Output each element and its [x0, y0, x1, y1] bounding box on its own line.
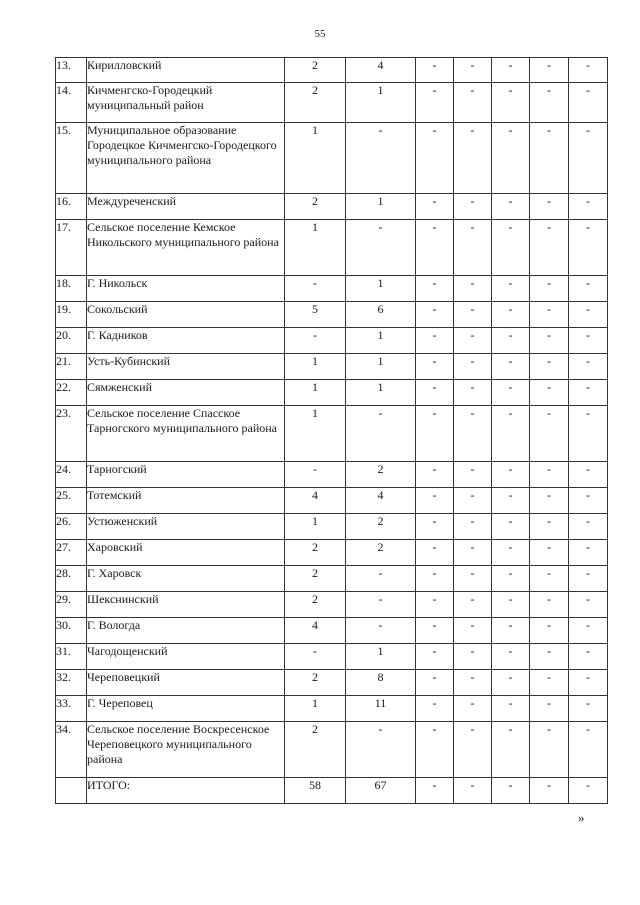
dash-cell: -: [416, 276, 454, 302]
district-name-cell: ИТОГО:: [87, 778, 285, 804]
value-1-cell: -: [285, 644, 346, 670]
district-name-cell: Усть-Кубинский: [87, 354, 285, 380]
district-name-cell: Сямженский: [87, 380, 285, 406]
dash-cell: -: [492, 488, 530, 514]
value-1-cell: 2: [285, 194, 346, 220]
row-number-cell: 27.: [56, 540, 87, 566]
district-name-cell: Сокольский: [87, 302, 285, 328]
dash-cell: -: [569, 194, 608, 220]
value-2-cell: -: [346, 123, 416, 194]
dash-cell: -: [530, 276, 569, 302]
row-number-cell: 29.: [56, 592, 87, 618]
dash-cell: -: [569, 220, 608, 276]
dash-cell: -: [569, 380, 608, 406]
value-1-cell: 1: [285, 123, 346, 194]
dash-cell: -: [492, 354, 530, 380]
table-row: [56, 328, 608, 354]
dash-cell: -: [416, 488, 454, 514]
dash-cell: -: [454, 123, 492, 194]
dash-cell: -: [416, 566, 454, 592]
row-number-cell: 26.: [56, 514, 87, 540]
district-name-cell: Шекснинский: [87, 592, 285, 618]
dash-cell: -: [530, 592, 569, 618]
dash-cell: -: [569, 670, 608, 696]
dash-cell: -: [416, 778, 454, 804]
value-2-cell: 4: [346, 58, 416, 83]
dash-cell: -: [454, 514, 492, 540]
dash-cell: -: [492, 83, 530, 123]
districts-table: [55, 57, 608, 804]
dash-cell: -: [454, 540, 492, 566]
dash-cell: -: [530, 670, 569, 696]
value-2-cell: -: [346, 566, 416, 592]
table-row: [56, 778, 608, 804]
value-2-cell: 1: [346, 83, 416, 123]
dash-cell: -: [530, 354, 569, 380]
value-1-cell: -: [285, 462, 346, 488]
row-number-cell: 33.: [56, 696, 87, 722]
dash-cell: -: [569, 566, 608, 592]
value-2-cell: -: [346, 592, 416, 618]
dash-cell: -: [530, 488, 569, 514]
dash-cell: -: [454, 83, 492, 123]
dash-cell: -: [492, 592, 530, 618]
value-2-cell: 1: [346, 276, 416, 302]
dash-cell: -: [530, 514, 569, 540]
dash-cell: -: [530, 644, 569, 670]
dash-cell: -: [416, 406, 454, 462]
dash-cell: -: [492, 380, 530, 406]
value-1-cell: 2: [285, 83, 346, 123]
dash-cell: -: [416, 194, 454, 220]
row-number-cell: 21.: [56, 354, 87, 380]
dash-cell: -: [454, 696, 492, 722]
dash-cell: -: [416, 123, 454, 194]
dash-cell: -: [530, 83, 569, 123]
table-row: [56, 220, 608, 276]
closing-quote: »: [578, 810, 585, 825]
dash-cell: -: [454, 354, 492, 380]
dash-cell: -: [416, 302, 454, 328]
dash-cell: -: [492, 696, 530, 722]
dash-cell: -: [454, 380, 492, 406]
district-name-cell: Чагодощенский: [87, 644, 285, 670]
dash-cell: -: [569, 58, 608, 83]
table-row: [56, 566, 608, 592]
dash-cell: -: [569, 276, 608, 302]
dash-cell: -: [454, 462, 492, 488]
table-row: [56, 644, 608, 670]
value-2-cell: 1: [346, 644, 416, 670]
value-1-cell: -: [285, 276, 346, 302]
district-name-cell: Сельское поселение Воскресенское Череповецкого муниципального района: [87, 722, 285, 778]
value-1-cell: 4: [285, 488, 346, 514]
value-1-cell: 2: [285, 58, 346, 83]
table-row: [56, 302, 608, 328]
value-1-cell: 58: [285, 778, 346, 804]
district-name-cell: Сельское поселение Спасское Тарногского муниципального района: [87, 406, 285, 462]
row-number-cell: 34.: [56, 722, 87, 778]
dash-cell: -: [416, 514, 454, 540]
dash-cell: -: [569, 514, 608, 540]
dash-cell: -: [454, 778, 492, 804]
dash-cell: -: [492, 194, 530, 220]
dash-cell: -: [454, 58, 492, 83]
value-1-cell: 1: [285, 406, 346, 462]
value-2-cell: 8: [346, 670, 416, 696]
dash-cell: -: [492, 514, 530, 540]
table-row: [56, 670, 608, 696]
table-row: [56, 276, 608, 302]
dash-cell: -: [492, 220, 530, 276]
dash-cell: -: [569, 302, 608, 328]
dash-cell: -: [454, 194, 492, 220]
dash-cell: -: [454, 722, 492, 778]
row-number-cell: 14.: [56, 83, 87, 123]
table-row: [56, 540, 608, 566]
value-1-cell: 1: [285, 696, 346, 722]
dash-cell: -: [569, 83, 608, 123]
row-number-cell: 16.: [56, 194, 87, 220]
dash-cell: -: [416, 462, 454, 488]
dash-cell: -: [454, 220, 492, 276]
dash-cell: -: [416, 722, 454, 778]
row-number-cell: 28.: [56, 566, 87, 592]
table-row: [56, 83, 608, 123]
value-1-cell: 2: [285, 670, 346, 696]
value-1-cell: 1: [285, 380, 346, 406]
dash-cell: -: [416, 328, 454, 354]
district-name-cell: Харовский: [87, 540, 285, 566]
value-1-cell: 1: [285, 514, 346, 540]
district-name-cell: Устюженский: [87, 514, 285, 540]
district-name-cell: Междуреченский: [87, 194, 285, 220]
dash-cell: -: [569, 540, 608, 566]
dash-cell: -: [416, 58, 454, 83]
value-2-cell: 6: [346, 302, 416, 328]
dash-cell: -: [492, 328, 530, 354]
dash-cell: -: [492, 644, 530, 670]
value-2-cell: 1: [346, 328, 416, 354]
dash-cell: -: [416, 618, 454, 644]
table-row: [56, 592, 608, 618]
row-number-cell: 20.: [56, 328, 87, 354]
district-name-cell: Тарногский: [87, 462, 285, 488]
dash-cell: -: [569, 354, 608, 380]
row-number-cell: [56, 778, 87, 804]
dash-cell: -: [530, 220, 569, 276]
dash-cell: -: [492, 58, 530, 83]
value-2-cell: -: [346, 722, 416, 778]
value-2-cell: 67: [346, 778, 416, 804]
dash-cell: -: [569, 462, 608, 488]
dash-cell: -: [492, 302, 530, 328]
dash-cell: -: [530, 618, 569, 644]
dash-cell: -: [492, 540, 530, 566]
row-number-cell: 25.: [56, 488, 87, 514]
row-number-cell: 32.: [56, 670, 87, 696]
table-row: [56, 406, 608, 462]
value-1-cell: 4: [285, 618, 346, 644]
dash-cell: -: [416, 220, 454, 276]
value-1-cell: 1: [285, 354, 346, 380]
dash-cell: -: [530, 566, 569, 592]
dash-cell: -: [569, 406, 608, 462]
dash-cell: -: [454, 276, 492, 302]
value-2-cell: -: [346, 406, 416, 462]
dash-cell: -: [569, 123, 608, 194]
dash-cell: -: [530, 328, 569, 354]
value-2-cell: 2: [346, 540, 416, 566]
district-name-cell: Череповецкий: [87, 670, 285, 696]
dash-cell: -: [569, 618, 608, 644]
table-row: [56, 194, 608, 220]
dash-cell: -: [530, 462, 569, 488]
dash-cell: -: [530, 778, 569, 804]
dash-cell: -: [416, 354, 454, 380]
dash-cell: -: [454, 618, 492, 644]
row-number-cell: 24.: [56, 462, 87, 488]
dash-cell: -: [454, 406, 492, 462]
dash-cell: -: [416, 540, 454, 566]
table-row: [56, 488, 608, 514]
dash-cell: -: [530, 722, 569, 778]
dash-cell: -: [492, 123, 530, 194]
value-1-cell: 1: [285, 220, 346, 276]
value-2-cell: 1: [346, 194, 416, 220]
dash-cell: -: [454, 670, 492, 696]
value-2-cell: 1: [346, 354, 416, 380]
dash-cell: -: [492, 722, 530, 778]
district-name-cell: Кирилловский: [87, 58, 285, 83]
dash-cell: -: [454, 644, 492, 670]
dash-cell: -: [530, 194, 569, 220]
dash-cell: -: [416, 696, 454, 722]
dash-cell: -: [454, 592, 492, 618]
row-number-cell: 22.: [56, 380, 87, 406]
dash-cell: -: [416, 592, 454, 618]
value-1-cell: 2: [285, 540, 346, 566]
table-row: [56, 58, 608, 83]
row-number-cell: 15.: [56, 123, 87, 194]
table-row: [56, 722, 608, 778]
dash-cell: -: [492, 406, 530, 462]
value-1-cell: 2: [285, 566, 346, 592]
row-number-cell: 30.: [56, 618, 87, 644]
dash-cell: -: [492, 618, 530, 644]
dash-cell: -: [454, 488, 492, 514]
dash-cell: -: [416, 83, 454, 123]
district-name-cell: Г. Харовск: [87, 566, 285, 592]
value-1-cell: 2: [285, 592, 346, 618]
district-name-cell: Кичменгско-Городецкий муниципальный район: [87, 83, 285, 123]
value-2-cell: -: [346, 618, 416, 644]
dash-cell: -: [569, 722, 608, 778]
value-2-cell: 2: [346, 514, 416, 540]
dash-cell: -: [492, 566, 530, 592]
district-name-cell: Г. Череповец: [87, 696, 285, 722]
dash-cell: -: [569, 696, 608, 722]
table-row: [56, 123, 608, 194]
district-name-cell: Г. Кадников: [87, 328, 285, 354]
district-name-cell: Тотемский: [87, 488, 285, 514]
dash-cell: -: [492, 462, 530, 488]
row-number-cell: 17.: [56, 220, 87, 276]
value-1-cell: -: [285, 328, 346, 354]
dash-cell: -: [492, 670, 530, 696]
dash-cell: -: [492, 778, 530, 804]
dash-cell: -: [569, 488, 608, 514]
table-row: [56, 462, 608, 488]
row-number-cell: 18.: [56, 276, 87, 302]
dash-cell: -: [530, 123, 569, 194]
table-row: [56, 514, 608, 540]
dash-cell: -: [492, 276, 530, 302]
dash-cell: -: [416, 380, 454, 406]
dash-cell: -: [454, 302, 492, 328]
district-name-cell: Г. Никольск: [87, 276, 285, 302]
value-1-cell: 5: [285, 302, 346, 328]
dash-cell: -: [454, 566, 492, 592]
dash-cell: -: [530, 540, 569, 566]
dash-cell: -: [416, 670, 454, 696]
dash-cell: -: [454, 328, 492, 354]
district-name-cell: Г. Вологда: [87, 618, 285, 644]
district-name-cell: Сельское поселение Кемское Никольского муниципального района: [87, 220, 285, 276]
value-2-cell: -: [346, 220, 416, 276]
dash-cell: -: [530, 696, 569, 722]
page-number: 55: [314, 28, 326, 40]
table-row: [56, 696, 608, 722]
dash-cell: -: [569, 328, 608, 354]
value-2-cell: 1: [346, 380, 416, 406]
dash-cell: -: [530, 302, 569, 328]
dash-cell: -: [569, 778, 608, 804]
row-number-cell: 31.: [56, 644, 87, 670]
value-2-cell: 4: [346, 488, 416, 514]
table-row: [56, 354, 608, 380]
dash-cell: -: [569, 644, 608, 670]
value-1-cell: 2: [285, 722, 346, 778]
table-row: [56, 380, 608, 406]
value-2-cell: 2: [346, 462, 416, 488]
dash-cell: -: [530, 380, 569, 406]
row-number-cell: 13.: [56, 58, 87, 83]
dash-cell: -: [530, 58, 569, 83]
value-2-cell: 11: [346, 696, 416, 722]
dash-cell: -: [530, 406, 569, 462]
row-number-cell: 23.: [56, 406, 87, 462]
row-number-cell: 19.: [56, 302, 87, 328]
dash-cell: -: [569, 592, 608, 618]
dash-cell: -: [416, 644, 454, 670]
district-name-cell: Муниципальное образование Городецкое Кичменгско-Городецкого муниципального района: [87, 123, 285, 194]
table-body: [56, 58, 608, 804]
table-row: [56, 618, 608, 644]
